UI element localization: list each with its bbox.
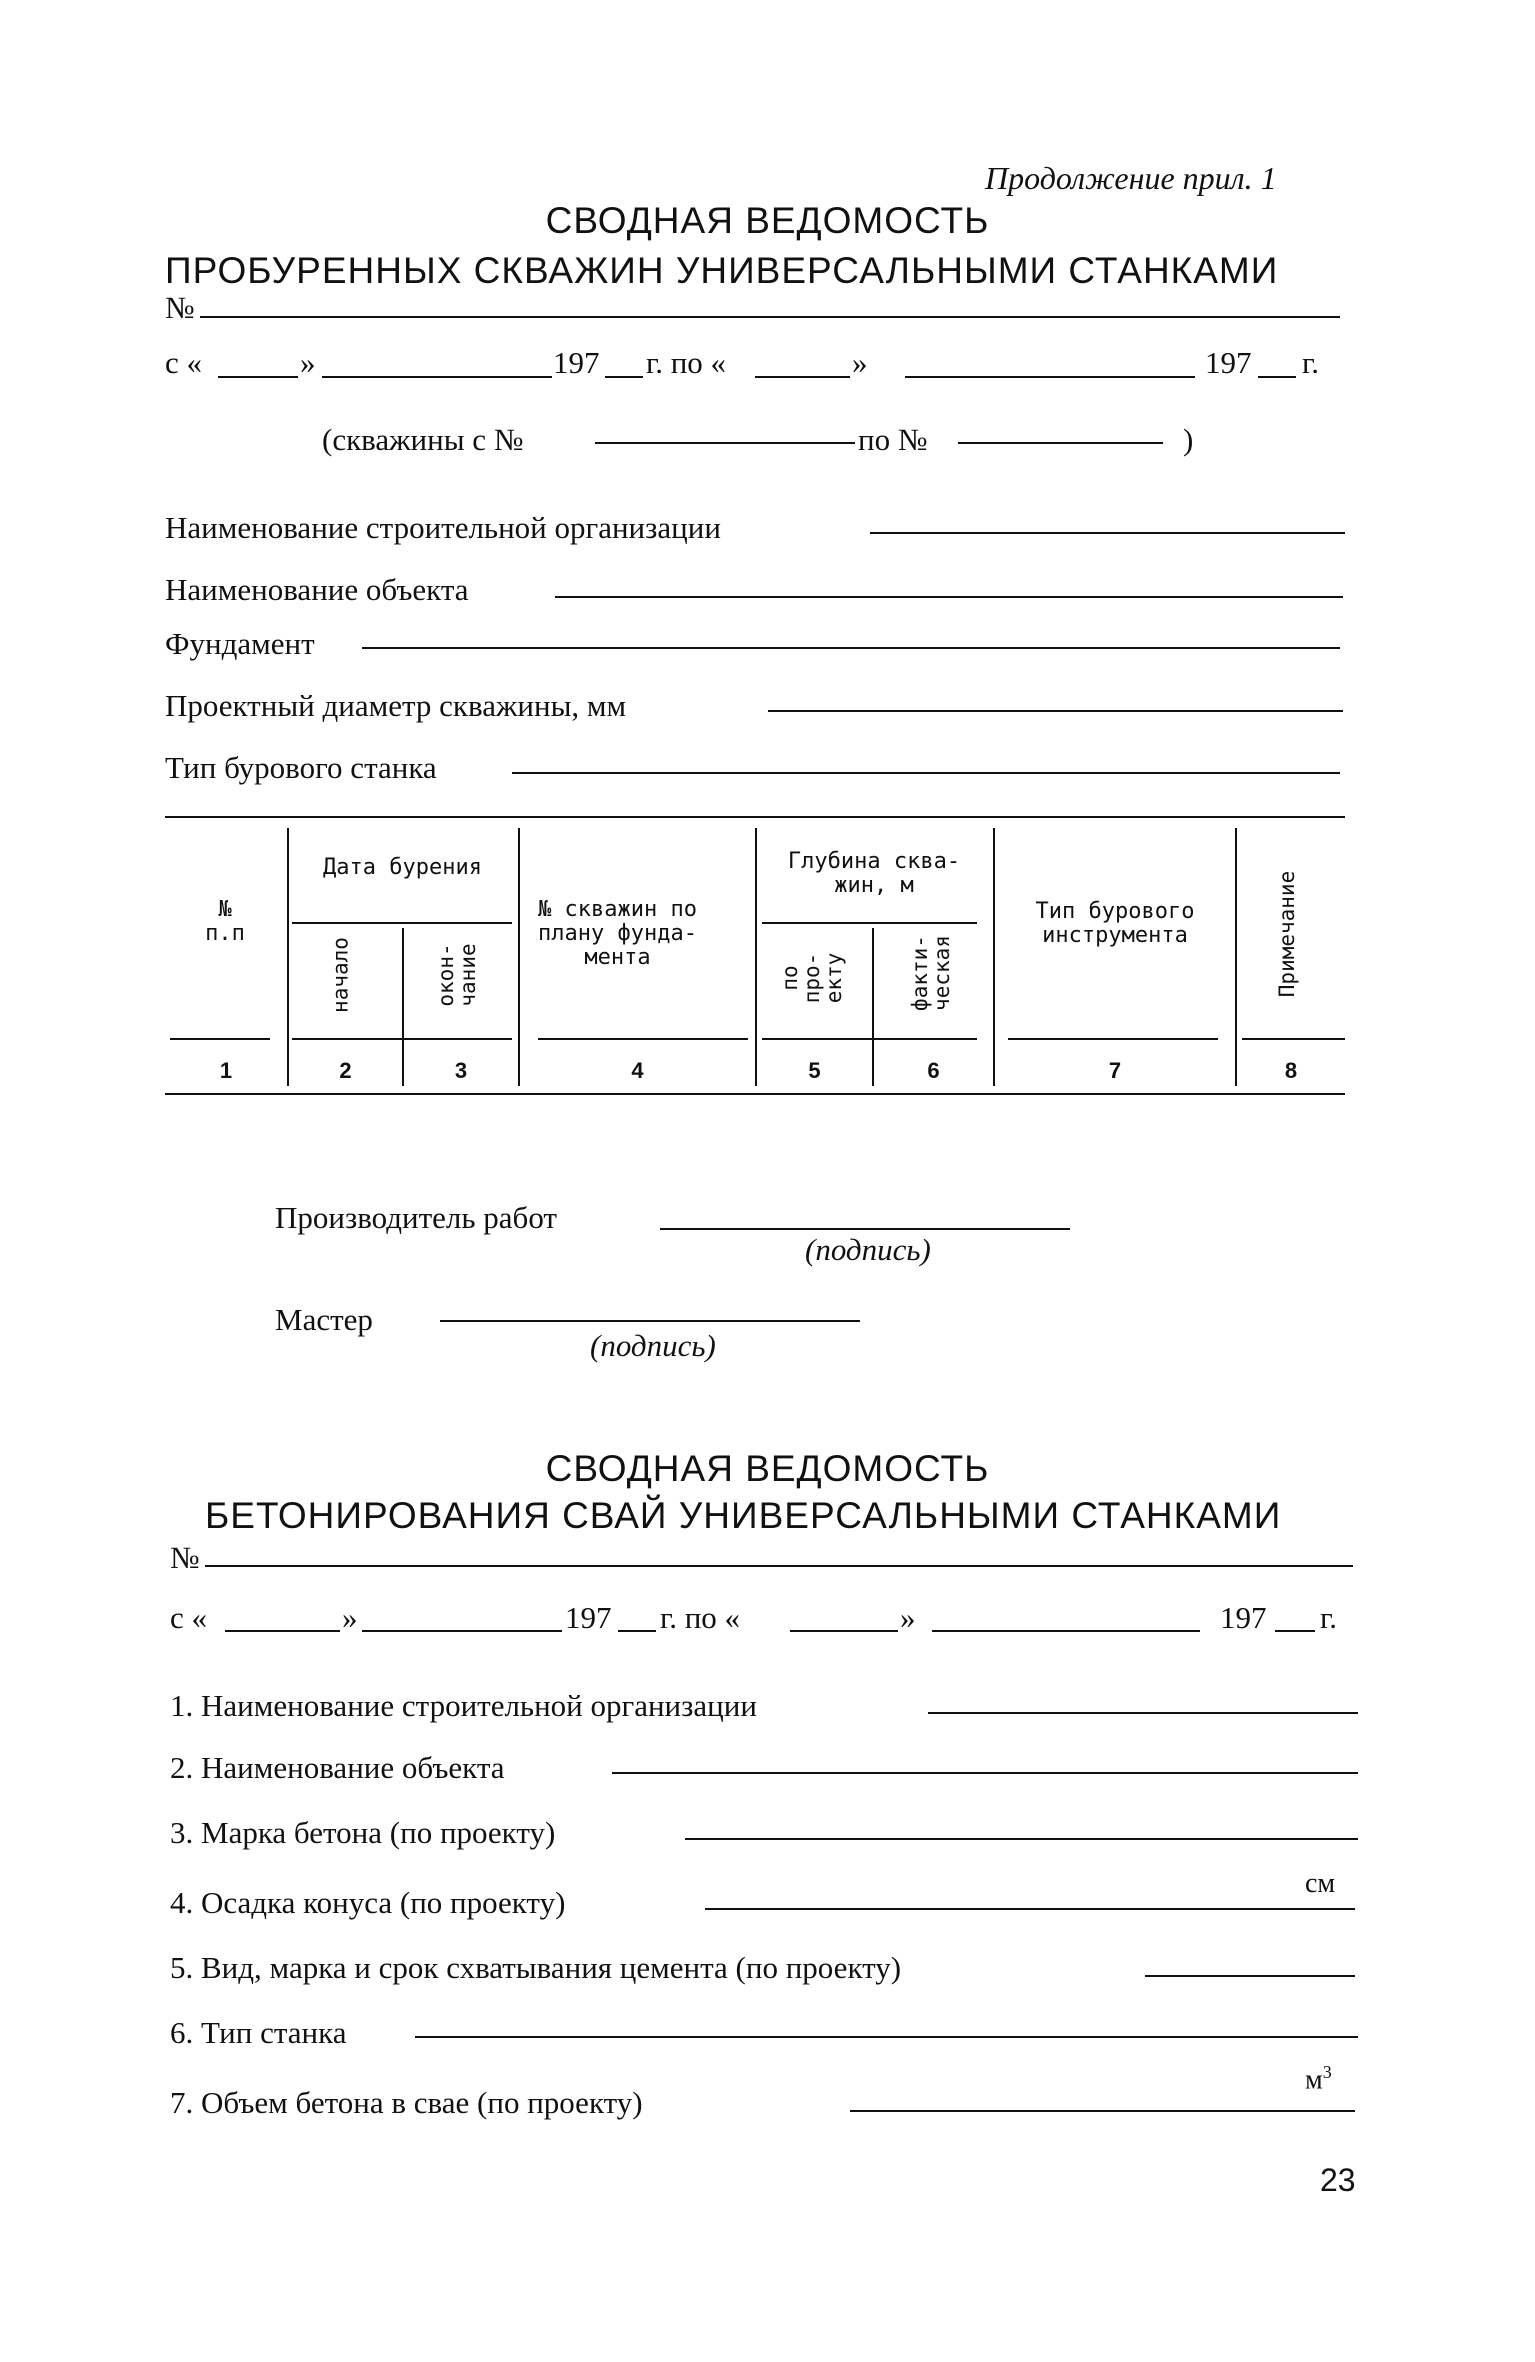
- page-number: 23: [1320, 2162, 1356, 2198]
- section1-number-label: №: [165, 290, 195, 325]
- section2-number-line: [205, 1565, 1353, 1567]
- item-cone-slump: 4. Осадка конуса (по проекту): [170, 1885, 566, 1920]
- item-rig-type-line: [415, 2036, 1358, 2038]
- item-construction-org-line: [928, 1712, 1358, 1714]
- field-rig-type-line: [512, 772, 1340, 774]
- th-number: № п.п: [205, 897, 245, 946]
- th-depth-plan: по про- екту: [778, 952, 846, 1004]
- section1-title-line2: ПРОБУРЕННЫХ СКВАЖИН УНИВЕРСАЛЬНЫМИ СТАНКАМИ: [165, 250, 1279, 291]
- th-depth-fact: факти- ческая: [908, 935, 954, 1011]
- th-drilling-tool: Тип бурового инструмента: [1035, 899, 1195, 948]
- col-num-1: 1: [219, 1058, 233, 1083]
- field-object-name-line: [555, 596, 1343, 598]
- signature-caption-1: (подпись): [805, 1232, 931, 1267]
- continuation-label: Продолжение прил. 1: [985, 160, 1277, 196]
- section2-title-line1: СВОДНАЯ ВЕДОМОСТЬ: [545, 1448, 990, 1489]
- unit-cm: см: [1305, 1868, 1336, 1899]
- col-num-3: 3: [454, 1058, 468, 1083]
- col-num-8: 8: [1284, 1058, 1298, 1083]
- item-concrete-volume-line: [850, 2110, 1355, 2112]
- field-design-diameter-line: [768, 710, 1343, 712]
- item-cement-type-line: [1145, 1975, 1355, 1977]
- section1-number-line: [200, 316, 1340, 318]
- th-well-depth: Глубина сква- жин, м: [787, 849, 961, 898]
- item-construction-org: 1. Наименование строительной организации: [170, 1688, 757, 1723]
- item-concrete-grade-line: [685, 1838, 1358, 1840]
- col-num-4: 4: [631, 1058, 644, 1083]
- item-object-name: 2. Наименование объекта: [170, 1750, 505, 1785]
- col-num-5: 5: [808, 1058, 821, 1083]
- signature-caption-2: (подпись): [590, 1328, 716, 1363]
- item-concrete-volume: 7. Объем бетона в свае (по проекту): [170, 2085, 643, 2120]
- field-foundation: Фундамент: [165, 626, 315, 661]
- section2-number-label: №: [170, 1540, 200, 1575]
- signer-work-producer-line: [660, 1228, 1070, 1230]
- signer-master-line: [440, 1320, 860, 1322]
- unit-cubic-meter: $м^3$: [1305, 2062, 1332, 2096]
- col-num-2: 2: [339, 1058, 352, 1083]
- field-rig-type: Тип бурового станка: [165, 750, 437, 785]
- section1-title-line1: СВОДНАЯ ВЕДОМОСТЬ: [545, 200, 990, 241]
- th-date-end: окон- чание: [434, 943, 480, 1007]
- section2-title-line2: БЕТОНИРОВАНИЯ СВАЙ УНИВЕРСАЛЬНЫМИ СТАНКАМИ: [205, 1495, 1282, 1536]
- item-cone-slump-line: [705, 1908, 1355, 1910]
- item-cement-type: 5. Вид, марка и срок схватывания цемента (по проекту): [170, 1950, 902, 1985]
- col-num-7: 7: [1108, 1058, 1122, 1083]
- col-num-6: 6: [927, 1058, 940, 1083]
- item-rig-type: 6. Тип станка: [170, 2015, 347, 2050]
- signer-master: Мастер: [275, 1302, 373, 1337]
- field-foundation-line: [362, 647, 1340, 649]
- signer-work-producer: Производитель работ: [275, 1200, 557, 1235]
- th-drilling-date: Дата бурения: [323, 855, 482, 880]
- th-note: Примечание: [1275, 870, 1299, 998]
- th-date-start: начало: [328, 937, 353, 1013]
- field-object-name: Наименование объекта: [165, 572, 469, 607]
- field-construction-org: Наименование строительной организации: [165, 510, 721, 545]
- field-construction-org-line: [870, 532, 1345, 534]
- item-concrete-grade: 3. Марка бетона (по проекту): [170, 1815, 556, 1850]
- th-well-number-plan: № скважин по плану фунда- мента: [538, 897, 697, 970]
- field-design-diameter: Проектный диаметр скважины, мм: [165, 688, 627, 723]
- item-object-name-line: [612, 1772, 1358, 1774]
